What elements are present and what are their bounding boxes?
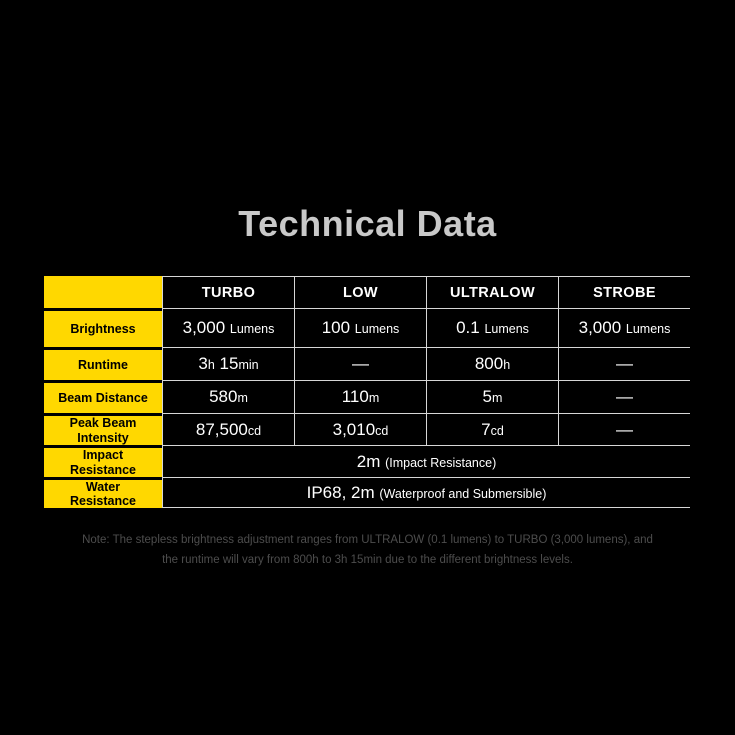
cell-peak-low [294,413,426,445]
cell-brightness-ultralow [426,308,558,347]
cell-value: 110m [341,387,380,406]
table-row-impact-resistance [44,445,690,477]
row-label-runtime: Runtime [44,347,162,380]
cell-value: 3,000 Lumens [182,318,275,337]
cell-value: 2m (Impact Resistance) [356,451,497,471]
cell-value: 3h 15min [198,354,259,373]
cell-value: 580m [209,387,248,406]
column-header-turbo: TURBO [162,276,294,308]
cell-runtime-ultralow [426,347,558,380]
cell-impact-resistance [162,445,690,477]
column-header-strobe: STROBE [558,276,690,308]
table-row-water-resistance [44,477,690,508]
cell-peak-turbo [162,413,294,445]
footnote-line-2: the runtime will vary from 800h to 3h 15min due to the different brightness levels. [162,554,573,567]
table-row-beam-distance [44,380,690,413]
cell-value: 0.1 Lumens [456,318,529,337]
cell-value: IP68, 2m (Waterproof and Submersible) [306,482,547,502]
cell-water-resistance [162,477,690,508]
cell-value: 5m [482,387,503,406]
cell-value: 7cd [481,419,504,439]
cell-beam-strobe [558,380,690,413]
column-header-ultralow: ULTRALOW [426,276,558,308]
cell-value: 3,010cd [332,419,389,439]
table-row-runtime [44,347,690,380]
cell-value: 800h [474,354,511,373]
row-label-beam-distance: Beam Distance [44,380,162,413]
cell-value: — [616,419,633,439]
cell-beam-turbo [162,380,294,413]
cell-runtime-turbo [162,347,294,380]
footnote [0,530,735,570]
cell-value: — [616,354,633,373]
page-title: Technical Data [238,203,497,244]
row-label-brightness: Brightness [44,308,162,347]
cell-runtime-strobe [558,347,690,380]
table-header-row [44,276,690,308]
cell-brightness-strobe [558,308,690,347]
footnote-line-1: Note: The stepless brightness adjustment ranges from ULTRALOW (0.1 lumens) to TURBO (3,000 lumens), and [82,534,653,546]
cell-value: — [616,387,633,406]
cell-peak-strobe [558,413,690,445]
cell-value: 100 Lumens [321,318,400,337]
column-header-low: LOW [294,276,426,308]
cell-value: — [352,354,369,373]
row-label-corner [44,276,162,308]
cell-peak-ultralow [426,413,558,445]
cell-brightness-low [294,308,426,347]
cell-brightness-turbo [162,308,294,347]
cell-beam-ultralow [426,380,558,413]
table-row-brightness [44,308,690,347]
table-row-peak-beam-intensity [44,413,690,445]
cell-value: 87,500cd [195,419,262,439]
cell-beam-low [294,380,426,413]
spec-table [44,276,690,508]
cell-value: 3,000 Lumens [578,318,671,337]
row-label-impact-resistance: Impact Resistance [44,445,162,477]
cell-runtime-low [294,347,426,380]
row-label-water-resistance: Water Resistance [44,477,162,508]
row-label-peak-beam-intensity: Peak Beam Intensity [44,413,162,445]
